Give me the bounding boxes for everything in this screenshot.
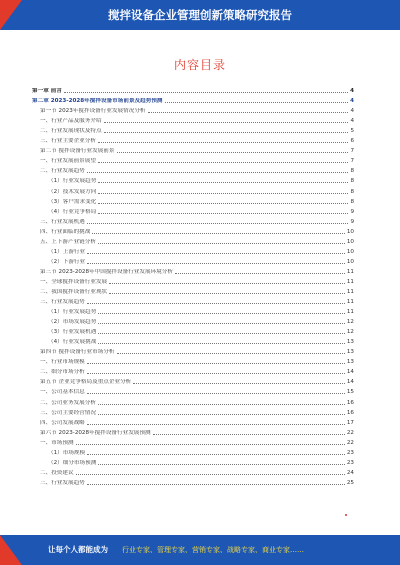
toc-entry[interactable]: [32, 164, 354, 174]
toc-entry-title: 一、市场预测: [40, 439, 74, 446]
toc-entry[interactable]: [32, 195, 354, 205]
toc-leader-dots: [98, 414, 345, 415]
toc-page-number: 10: [346, 238, 354, 245]
toc-leader-dots: [87, 424, 345, 425]
toc-page-number: 10: [346, 258, 354, 265]
toc-page-number: 13: [346, 339, 354, 346]
toc-leader-dots: [98, 243, 345, 244]
toc-page-number: 8: [350, 168, 354, 175]
toc-entry-title: 第三节 2023-2028年中国搅拌设备行业发展环境分析: [40, 268, 173, 275]
toc-entry-title: 第一节 2023年搅拌设备行业发展情况分析: [40, 108, 146, 115]
toc-page-number: 16: [346, 399, 354, 406]
toc-page-number: 23: [346, 459, 354, 466]
toc-leader-dots: [87, 454, 345, 455]
toc-entry-title: 二、公司业务发展分析: [40, 399, 96, 406]
toc-page-number: 10: [346, 228, 354, 235]
toc-entry[interactable]: [32, 395, 354, 405]
toc-page-number: 13: [346, 349, 354, 356]
toc-leader-dots: [87, 363, 345, 364]
toc-entry-title: 第六节 2023-2028年搅拌设备行业发展预测: [40, 429, 151, 436]
toc-leader-dots: [87, 484, 345, 485]
toc-heading: 内容目录: [173, 58, 226, 72]
toc-entry-title: 二、行业发展趋势: [40, 168, 85, 175]
toc-entry[interactable]: [32, 325, 354, 335]
toc-leader-dots: [175, 273, 345, 274]
toc-page-number: 8: [350, 198, 354, 205]
toc-entry[interactable]: [32, 476, 354, 486]
toc-entry[interactable]: [32, 355, 354, 365]
toc-page-number: 17: [346, 419, 354, 426]
toc-page-number: 11: [346, 278, 354, 285]
toc-leader-dots: [117, 152, 349, 153]
toc-entry-title: 第一章 前言: [32, 88, 62, 95]
toc-leader-dots: [98, 193, 348, 194]
toc-leader-dots: [98, 343, 345, 344]
toc-entry-title: （4）行业发展挑战: [48, 339, 97, 346]
toc-page-number: 16: [346, 409, 354, 416]
toc-page-number: 24: [346, 469, 354, 476]
toc-entry[interactable]: [32, 124, 354, 134]
toc-page-number: 12: [346, 319, 354, 326]
toc-entry-title: 二、细分市场分析: [40, 369, 85, 376]
toc-leader-dots: [98, 464, 345, 465]
report-title: 搅拌设备企业管理创新策略研究报告: [108, 8, 292, 22]
toc-entry[interactable]: [32, 436, 354, 446]
toc-page-number: 12: [346, 329, 354, 336]
toc-page-number: 22: [346, 439, 354, 446]
toc-leader-dots: [87, 303, 345, 304]
toc-entry[interactable]: [32, 275, 354, 285]
toc-page-number: 4: [350, 118, 354, 125]
toc-page-number: 8: [350, 188, 354, 195]
toc-entry[interactable]: [32, 84, 354, 94]
toc-entry-title: 二、投资建议: [40, 469, 74, 476]
toc-entry[interactable]: [32, 285, 354, 295]
toc-leader-dots: [98, 142, 348, 143]
toc-entry[interactable]: [32, 154, 354, 164]
toc-page-number: 14: [346, 379, 354, 386]
toc-entry[interactable]: [32, 184, 354, 194]
toc-leader-dots: [87, 172, 349, 173]
footer-corner-accent: [0, 535, 22, 565]
toc-entry-title: 三、行业发展趋势: [40, 299, 85, 306]
toc-leader-dots: [87, 373, 345, 374]
toc-leader-dots: [98, 404, 345, 405]
toc-leader-dots: [76, 474, 345, 475]
toc-page-number: 13: [346, 359, 354, 366]
toc-entry-title: （2）市场发展趋势: [48, 319, 97, 326]
toc-page-number: 4: [350, 108, 354, 115]
toc-leader-dots: [148, 112, 349, 113]
toc-entry[interactable]: [32, 174, 354, 184]
toc-entry-title: 三、行业发展机遇: [40, 218, 85, 225]
toc-leader-dots: [92, 233, 345, 234]
toc-leader-dots: [104, 132, 349, 133]
toc-leader-dots: [109, 283, 345, 284]
toc-page-number: 11: [346, 309, 354, 316]
toc-entry[interactable]: [32, 265, 354, 275]
toc-entry-title: 一、行业产品及服务介绍: [40, 118, 102, 125]
toc-entry[interactable]: [32, 375, 354, 385]
toc-page-number: 14: [346, 369, 354, 376]
toc-entry[interactable]: [32, 104, 354, 114]
toc-entry-title: （4）行业竞争格局: [48, 208, 97, 215]
toc-entry-title: 第四节 搅拌设备行业市场分析: [40, 349, 115, 356]
toc-entry[interactable]: [32, 456, 354, 466]
toc-page-number: 6: [350, 138, 354, 145]
toc-page-number: 4: [350, 98, 354, 105]
toc-page-number: 7: [350, 148, 354, 155]
toc-entry-title: 三、行业发展趋势: [40, 479, 85, 486]
toc-entry[interactable]: [32, 345, 354, 355]
toc-entry-title: 三、公司主要经营情况: [40, 409, 96, 416]
toc-page-number: 10: [346, 248, 354, 255]
toc-entry[interactable]: [32, 134, 354, 144]
toc-leader-dots: [87, 223, 349, 224]
toc-entry-title: （1）行业发展趋势: [48, 178, 97, 185]
toc-leader-dots: [104, 122, 349, 123]
toc-page-number: 4: [350, 88, 354, 95]
footer-slogan: 让每个人都能成为: [48, 545, 108, 554]
toc-entry[interactable]: [32, 215, 354, 225]
toc-entry[interactable]: [32, 225, 354, 235]
toc-entry-title: 一、行业发展前景展望: [40, 158, 96, 165]
toc-entry-title: 第二节 搅拌设备行业发展前景: [40, 148, 115, 155]
toc-entry-title: 一、行业市场规模: [40, 359, 85, 366]
toc-page-number: 7: [350, 158, 354, 165]
toc-entry[interactable]: [32, 295, 354, 305]
toc-leader-dots: [87, 393, 345, 394]
toc-leader-dots: [98, 162, 348, 163]
toc-leader-dots: [98, 333, 345, 334]
toc-entry[interactable]: [32, 446, 354, 456]
toc-leader-dots: [153, 434, 345, 435]
toc-entry[interactable]: [32, 385, 354, 395]
table-of-contents: [32, 84, 354, 486]
toc-entry[interactable]: [32, 426, 354, 436]
toc-leader-dots: [117, 353, 345, 354]
toc-entry[interactable]: [32, 466, 354, 476]
toc-page-number: 11: [346, 288, 354, 295]
toc-entry-title: （3）行业发展机遇: [48, 329, 97, 336]
toc-entry-title: （1）行业发展趋势: [48, 309, 97, 316]
toc-leader-dots: [98, 323, 345, 324]
toc-page-number: 15: [346, 389, 354, 396]
toc-entry-title: 四、行业面临的挑战: [40, 228, 91, 235]
toc-page-number: 11: [346, 299, 354, 306]
toc-entry-title: 五、上下游产业链分析: [40, 238, 96, 245]
toc-leader-dots: [76, 444, 345, 445]
toc-entry[interactable]: [32, 406, 354, 416]
page-marker-dot: [345, 514, 347, 516]
toc-entry[interactable]: [32, 416, 354, 426]
toc-page-number: 8: [350, 178, 354, 185]
toc-entry[interactable]: [32, 144, 354, 154]
toc-entry-title: （1）市场规模: [48, 449, 86, 456]
toc-entry-title: 二、行业发展现状及特点: [40, 128, 102, 135]
toc-entry[interactable]: [32, 205, 354, 215]
toc-leader-dots: [87, 253, 345, 254]
toc-entry-title: 二、我国搅拌设备行业现状: [40, 288, 108, 295]
toc-page-number: 22: [346, 429, 354, 436]
toc-entry-title: （2）技术发展方向: [48, 188, 97, 195]
toc-leader-dots: [165, 102, 349, 103]
toc-entry-title: （1）上游行业: [48, 248, 86, 255]
toc-leader-dots: [98, 182, 348, 183]
toc-page-number: 11: [346, 268, 354, 275]
toc-leader-dots: [98, 203, 348, 204]
toc-leader-dots: [87, 263, 345, 264]
toc-entry[interactable]: [32, 235, 354, 245]
toc-entry[interactable]: [32, 255, 354, 265]
toc-entry-title: 一、全球搅拌设备行业发展: [40, 278, 108, 285]
toc-entry[interactable]: [32, 305, 354, 315]
toc-entry-title: （3）客户需求变化: [48, 198, 97, 205]
toc-entry-title: 一、公司基本信息: [40, 389, 85, 396]
toc-entry-title: 第二章 2023-2028年搅拌设备市场前景及趋势预测: [32, 98, 163, 105]
toc-entry[interactable]: [32, 114, 354, 124]
toc-entry[interactable]: [32, 335, 354, 345]
toc-leader-dots: [109, 293, 345, 294]
toc-leader-dots: [64, 92, 348, 93]
toc-entry-title: 第五节 企业竞争格局及重点企业分析: [40, 379, 132, 386]
footer-tagline: 行业专家、管理专家、营销专家、战略专家、商业专家……: [122, 546, 304, 554]
toc-page-number: 23: [346, 449, 354, 456]
toc-leader-dots: [98, 313, 345, 314]
toc-page-number: 9: [350, 208, 354, 215]
toc-page-number: 25: [346, 479, 354, 486]
toc-page-number: 9: [350, 218, 354, 225]
toc-entry[interactable]: [32, 245, 354, 255]
toc-entry-title: 三、行业主要企业分析: [40, 138, 96, 145]
toc-leader-dots: [133, 383, 345, 384]
toc-entry[interactable]: [32, 94, 354, 104]
toc-entry[interactable]: [32, 315, 354, 325]
toc-entry-title: （2）细分市场预测: [48, 459, 97, 466]
toc-entry-title: 四、公司发展战略: [40, 419, 85, 426]
toc-leader-dots: [98, 213, 348, 214]
toc-entry[interactable]: [32, 365, 354, 375]
toc-entry-title: （2）下游行业: [48, 258, 86, 265]
toc-page-number: 5: [350, 128, 354, 135]
